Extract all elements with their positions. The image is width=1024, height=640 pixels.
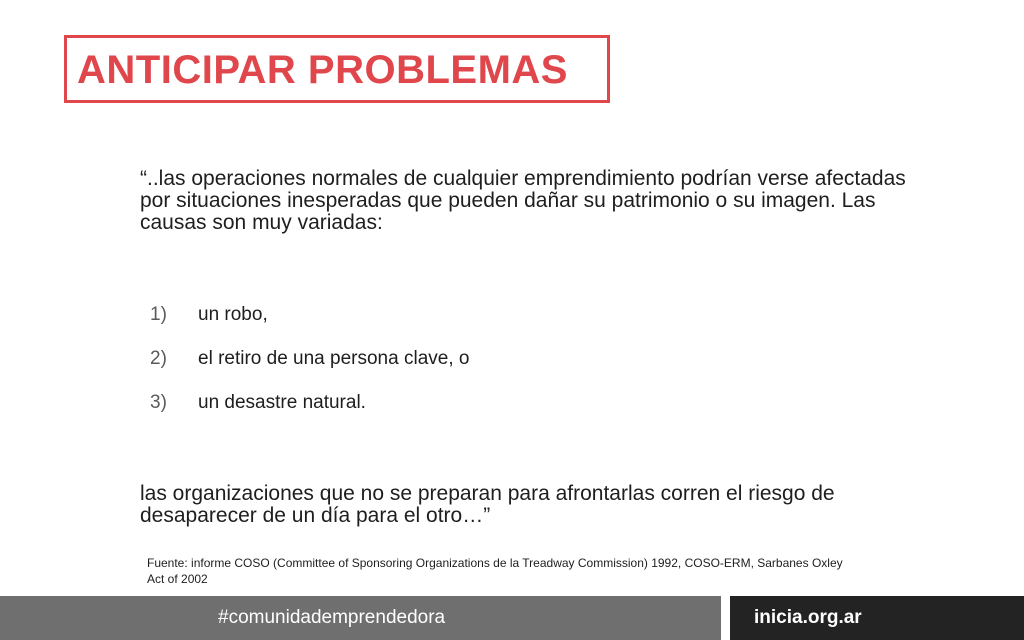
source-citation: Fuente: informe COSO (Committee of Sponsoring Organizations de la Treadway Commission) 1992, COSO-ERM, Sarbanes Oxley Act of 2002 bbox=[147, 556, 843, 586]
list-item-text: un robo, bbox=[198, 304, 268, 325]
list-item bbox=[150, 392, 469, 414]
list-item-text: un desastre natural. bbox=[198, 392, 366, 413]
list-item-number: 2) bbox=[150, 348, 167, 369]
slide-title: ANTICIPAR PROBLEMAS bbox=[77, 48, 568, 92]
list-item-number: 1) bbox=[150, 304, 167, 325]
quote-closing: las organizaciones que no se preparan para afrontarlas corren el riesgo de desaparecer de un día para el otro…” bbox=[140, 482, 835, 527]
footer-hashtag: #comunidademprendedora bbox=[218, 607, 446, 628]
footer-site-bar bbox=[730, 596, 1024, 640]
footer-site-link[interactable]: inicia.org.ar bbox=[754, 607, 862, 628]
title-frame bbox=[64, 35, 610, 103]
causes-list bbox=[150, 304, 469, 436]
list-item-text: el retiro de una persona clave, o bbox=[198, 348, 470, 369]
list-item-number: 3) bbox=[150, 392, 167, 413]
quote-intro: “..las operaciones normales de cualquier emprendimiento podrían verse afectadas por situaciones inesperadas que pueden dañar su patrimonio o su imagen. Las causas son muy variadas: bbox=[140, 167, 906, 234]
list-item bbox=[150, 304, 469, 326]
footer-hashtag-bar bbox=[0, 596, 721, 640]
list-item bbox=[150, 348, 469, 370]
